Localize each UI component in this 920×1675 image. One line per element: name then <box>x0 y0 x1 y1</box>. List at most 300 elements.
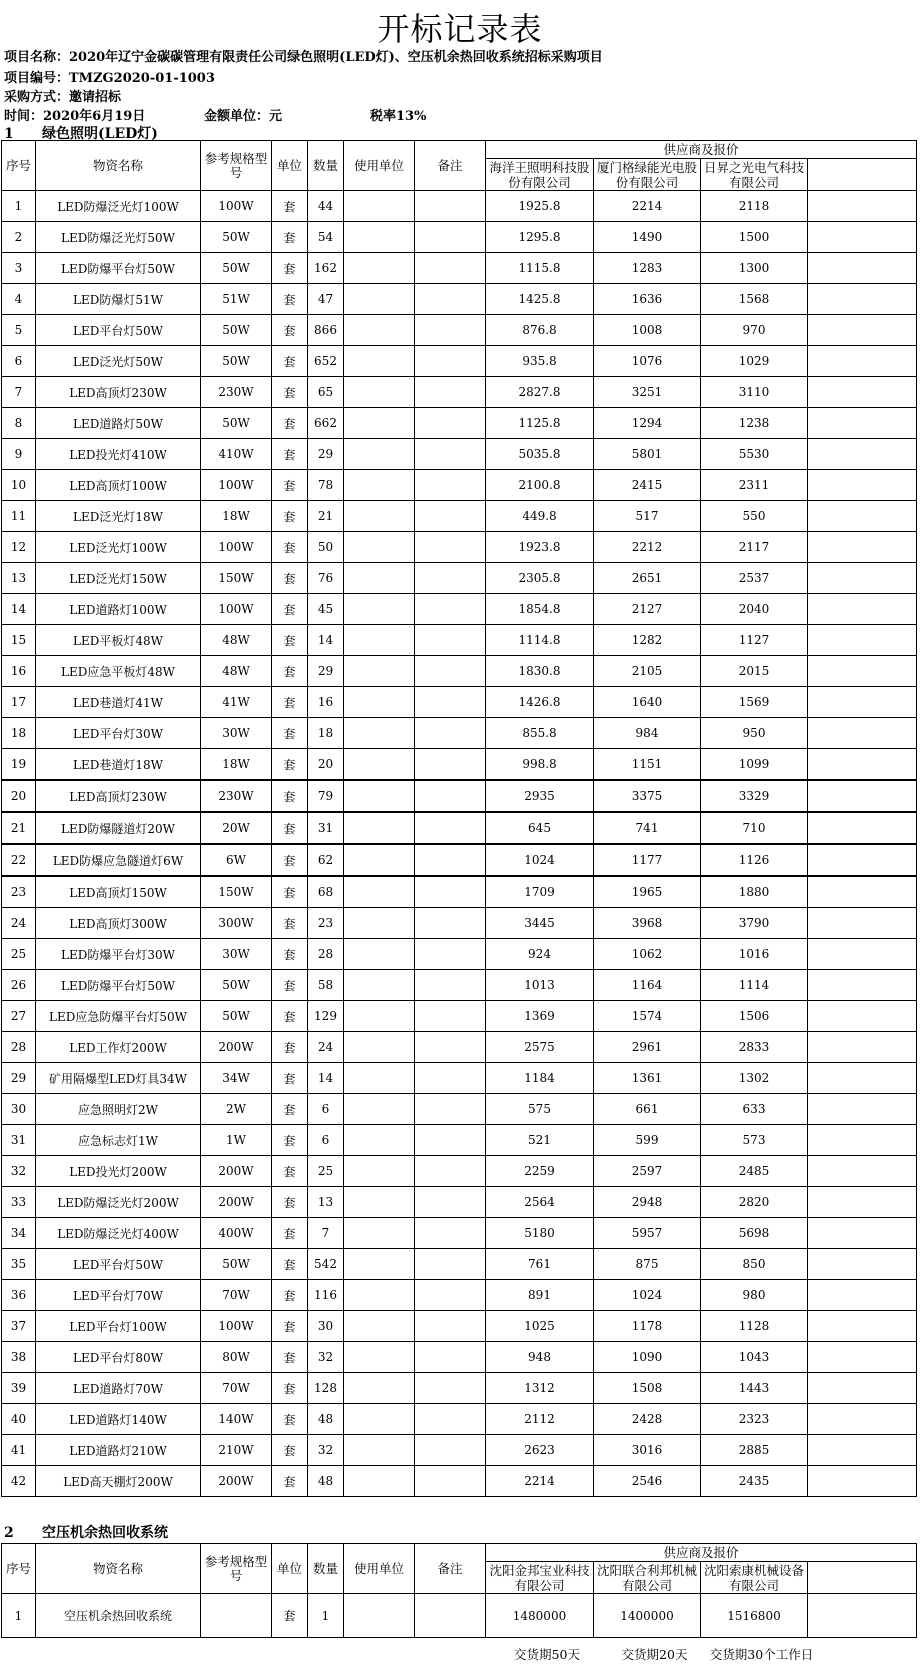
price2-cell: 599 <box>594 1125 701 1156</box>
remark-cell <box>415 222 486 253</box>
qty-cell: 45 <box>308 594 344 625</box>
section1-table <box>1 140 917 1497</box>
price3-cell: 1880 <box>701 876 808 908</box>
price1-cell: 1125.8 <box>486 408 594 439</box>
price2-cell: 3251 <box>594 377 701 408</box>
spec-cell: 30W <box>201 939 272 970</box>
price2-cell: 1024 <box>594 1280 701 1311</box>
name-cell: LED巷道灯18W <box>36 749 201 781</box>
unit-cell: 套 <box>272 1373 308 1404</box>
col-header-name: 物资名称 <box>36 141 201 191</box>
unit-cell: 套 <box>272 876 308 908</box>
name-cell: LED防爆平台灯30W <box>36 939 201 970</box>
spec-cell: 30W <box>201 718 272 749</box>
table-row <box>2 191 917 222</box>
price3-cell: 1238 <box>701 408 808 439</box>
price2-cell: 741 <box>594 812 701 844</box>
name-cell: LED防爆泛光灯100W <box>36 191 201 222</box>
price3-cell: 1568 <box>701 284 808 315</box>
price1-cell: 2575 <box>486 1032 594 1063</box>
unit-cell: 套 <box>272 501 308 532</box>
table-row <box>2 970 917 1001</box>
remark-cell <box>415 970 486 1001</box>
col-header-unit: 单位 <box>272 1544 308 1594</box>
seq-cell: 40 <box>2 1404 36 1435</box>
spec-cell: 80W <box>201 1342 272 1373</box>
seq-cell: 39 <box>2 1373 36 1404</box>
name-cell: LED防爆泛光灯200W <box>36 1187 201 1218</box>
price3-cell: 970 <box>701 315 808 346</box>
qty-cell: 79 <box>308 780 344 812</box>
price1-cell: 2100.8 <box>486 470 594 501</box>
name-cell: LED平台灯50W <box>36 315 201 346</box>
seq-cell: 32 <box>2 1156 36 1187</box>
price1-cell: 1114.8 <box>486 625 594 656</box>
table-row <box>2 1280 917 1311</box>
price2-cell: 661 <box>594 1094 701 1125</box>
price1-cell: 2827.8 <box>486 377 594 408</box>
col-header-supplier-group: 供应商及报价 <box>486 141 917 159</box>
table-row <box>2 908 917 939</box>
table-row <box>2 532 917 563</box>
qty-cell: 58 <box>308 970 344 1001</box>
blank-cell <box>808 377 917 408</box>
blank-cell <box>808 1594 917 1638</box>
price1-cell: 2259 <box>486 1156 594 1187</box>
price3-cell: 850 <box>701 1249 808 1280</box>
spec-cell: 50W <box>201 315 272 346</box>
unit-cell: 套 <box>272 377 308 408</box>
seq-cell: 10 <box>2 470 36 501</box>
price3-cell: 1043 <box>701 1342 808 1373</box>
name-cell: LED应急防爆平台灯50W <box>36 1001 201 1032</box>
seq-cell: 12 <box>2 532 36 563</box>
name-cell: LED道路灯70W <box>36 1373 201 1404</box>
unit-cell: 套 <box>272 1342 308 1373</box>
table-row <box>2 1063 917 1094</box>
qty-cell: 50 <box>308 532 344 563</box>
price2-cell: 1062 <box>594 939 701 970</box>
remark-cell <box>415 408 486 439</box>
price1-cell: 3445 <box>486 908 594 939</box>
col-header-qty: 数量 <box>308 141 344 191</box>
price3-cell: 710 <box>701 812 808 844</box>
seq-cell: 42 <box>2 1466 36 1497</box>
unit-cell: 套 <box>272 1280 308 1311</box>
name-cell: LED道路灯100W <box>36 594 201 625</box>
spec-cell: 20W <box>201 812 272 844</box>
qty-cell: 20 <box>308 749 344 781</box>
seq-cell: 36 <box>2 1280 36 1311</box>
name-cell: LED平台灯30W <box>36 718 201 749</box>
user-cell <box>344 876 415 908</box>
user-cell <box>344 939 415 970</box>
unit-cell: 套 <box>272 780 308 812</box>
user-cell <box>344 1435 415 1466</box>
unit-cell: 套 <box>272 1032 308 1063</box>
spec-cell: 100W <box>201 470 272 501</box>
col-header-seq: 序号 <box>2 1544 36 1594</box>
seq-cell: 3 <box>2 253 36 284</box>
unit-cell: 套 <box>272 1311 308 1342</box>
remark-cell <box>415 1342 486 1373</box>
price1-cell: 2623 <box>486 1435 594 1466</box>
blank-cell <box>808 408 917 439</box>
table-row <box>2 812 917 844</box>
name-cell: LED泛光灯150W <box>36 563 201 594</box>
blank-cell <box>808 718 917 749</box>
table-row <box>2 377 917 408</box>
qty-cell: 54 <box>308 222 344 253</box>
price2-cell: 1076 <box>594 346 701 377</box>
price2-cell: 2214 <box>594 191 701 222</box>
seq-cell: 1 <box>2 1594 36 1638</box>
remark-cell <box>415 253 486 284</box>
price2-cell: 1508 <box>594 1373 701 1404</box>
blank-cell <box>808 1435 917 1466</box>
price3-cell: 1506 <box>701 1001 808 1032</box>
table-row <box>2 749 917 781</box>
remark-cell <box>415 315 486 346</box>
price3-cell: 1443 <box>701 1373 808 1404</box>
price1-cell: 1830.8 <box>486 656 594 687</box>
price1-cell: 1425.8 <box>486 284 594 315</box>
unit-cell: 套 <box>272 656 308 687</box>
price2-cell: 1294 <box>594 408 701 439</box>
table-row <box>2 844 917 876</box>
name-cell: LED巷道灯41W <box>36 687 201 718</box>
project-code: 项目编号：TMZG2020-01-1003 <box>4 71 215 86</box>
blank-cell <box>808 1218 917 1249</box>
name-cell: LED高顶灯230W <box>36 780 201 812</box>
seq-cell: 8 <box>2 408 36 439</box>
spec-cell: 2W <box>201 1094 272 1125</box>
blank-cell <box>808 1249 917 1280</box>
price3-cell: 1300 <box>701 253 808 284</box>
user-cell <box>344 501 415 532</box>
remark-cell <box>415 594 486 625</box>
unit-cell: 套 <box>272 222 308 253</box>
price3-cell: 2885 <box>701 1435 808 1466</box>
remark-cell <box>415 377 486 408</box>
name-cell: LED高顶灯150W <box>36 876 201 908</box>
table-row <box>2 625 917 656</box>
unit-cell: 套 <box>272 1249 308 1280</box>
price2-cell: 1490 <box>594 222 701 253</box>
qty-cell: 129 <box>308 1001 344 1032</box>
price2-cell: 1361 <box>594 1063 701 1094</box>
col-header-spec: 参考规格型号 <box>201 1544 272 1594</box>
remark-cell <box>415 470 486 501</box>
unit-cell: 套 <box>272 315 308 346</box>
spec-cell: 70W <box>201 1280 272 1311</box>
user-cell <box>344 625 415 656</box>
blank-cell <box>808 563 917 594</box>
price1-cell: 1295.8 <box>486 222 594 253</box>
remark-cell <box>415 1311 486 1342</box>
price3-cell: 3329 <box>701 780 808 812</box>
spec-cell: 50W <box>201 1249 272 1280</box>
qty-cell: 23 <box>308 908 344 939</box>
price1-cell: 575 <box>486 1094 594 1125</box>
qty-cell: 542 <box>308 1249 344 1280</box>
price1-cell: 935.8 <box>486 346 594 377</box>
remark-cell <box>415 284 486 315</box>
unit-cell: 套 <box>272 1594 308 1638</box>
remark-cell <box>415 656 486 687</box>
unit-cell: 套 <box>272 1156 308 1187</box>
user-cell <box>344 1001 415 1032</box>
spec-cell: 1W <box>201 1125 272 1156</box>
user-cell <box>344 563 415 594</box>
spec-cell: 410W <box>201 439 272 470</box>
seq-cell: 9 <box>2 439 36 470</box>
spec-cell: 51W <box>201 284 272 315</box>
blank-cell <box>808 1187 917 1218</box>
price1-cell: 2305.8 <box>486 563 594 594</box>
user-cell <box>344 908 415 939</box>
name-cell: LED道路灯140W <box>36 1404 201 1435</box>
project-name: 项目名称：2020年辽宁金碳碳管理有限责任公司绿色照明(LED灯)、空压机余热回收系统招标采购项目 <box>4 50 603 65</box>
seq-cell: 28 <box>2 1032 36 1063</box>
seq-cell: 20 <box>2 780 36 812</box>
meta-tax-rate: 税率13% <box>370 109 427 124</box>
unit-cell: 套 <box>272 1404 308 1435</box>
qty-cell: 128 <box>308 1373 344 1404</box>
price1-cell: 948 <box>486 1342 594 1373</box>
spec-cell: 230W <box>201 377 272 408</box>
blank-cell <box>808 222 917 253</box>
qty-cell: 48 <box>308 1466 344 1497</box>
qty-cell: 29 <box>308 656 344 687</box>
price3-cell: 980 <box>701 1280 808 1311</box>
blank-cell <box>808 470 917 501</box>
price3-cell: 1302 <box>701 1063 808 1094</box>
remark-cell <box>415 908 486 939</box>
price2-cell: 3375 <box>594 780 701 812</box>
spec-cell: 300W <box>201 908 272 939</box>
unit-cell: 套 <box>272 844 308 876</box>
spec-cell: 200W <box>201 1466 272 1497</box>
qty-cell: 13 <box>308 1187 344 1218</box>
qty-cell: 6 <box>308 1094 344 1125</box>
section2-number: 2 <box>4 1525 14 1541</box>
price1-cell: 5035.8 <box>486 439 594 470</box>
price1-cell: 449.8 <box>486 501 594 532</box>
blank-cell <box>808 749 917 781</box>
user-cell <box>344 970 415 1001</box>
blank-cell <box>808 939 917 970</box>
blank-cell <box>808 346 917 377</box>
col-header-remark: 备注 <box>415 141 486 191</box>
col-header-supplier1: 海洋王照明科技股份有限公司 <box>486 159 594 191</box>
name-cell: 空压机余热回收系统 <box>36 1594 201 1638</box>
blank-cell <box>808 1125 917 1156</box>
remark-cell <box>415 812 486 844</box>
qty-cell: 866 <box>308 315 344 346</box>
price1-cell: 1925.8 <box>486 191 594 222</box>
blank-cell <box>808 1311 917 1342</box>
meta-time-row <box>4 105 704 124</box>
spec-cell: 150W <box>201 876 272 908</box>
unit-cell: 套 <box>272 970 308 1001</box>
price1-cell: 1312 <box>486 1373 594 1404</box>
unit-cell: 套 <box>272 253 308 284</box>
remark-cell <box>415 939 486 970</box>
price3-cell: 1099 <box>701 749 808 781</box>
table-row <box>2 939 917 970</box>
table-row <box>2 346 917 377</box>
table-row <box>2 253 917 284</box>
price2-cell: 1090 <box>594 1342 701 1373</box>
col-header-supplier3: 沈阳索康机械设备有限公司 <box>701 1562 808 1594</box>
table-row <box>2 315 917 346</box>
seq-cell: 23 <box>2 876 36 908</box>
name-cell: LED防爆平台灯50W <box>36 970 201 1001</box>
blank-cell <box>808 1373 917 1404</box>
unit-cell: 套 <box>272 1466 308 1497</box>
unit-cell: 套 <box>272 1125 308 1156</box>
name-cell: LED防爆平台灯50W <box>36 253 201 284</box>
blank-cell <box>808 780 917 812</box>
qty-cell: 32 <box>308 1342 344 1373</box>
seq-cell: 17 <box>2 687 36 718</box>
qty-cell: 44 <box>308 191 344 222</box>
table-row <box>2 284 917 315</box>
name-cell: LED道路灯50W <box>36 408 201 439</box>
col-header-user: 使用单位 <box>344 1544 415 1594</box>
remark-cell <box>415 1373 486 1404</box>
qty-cell: 1 <box>308 1594 344 1638</box>
price2-cell: 1178 <box>594 1311 701 1342</box>
remark-cell <box>415 625 486 656</box>
name-cell: LED高顶灯300W <box>36 908 201 939</box>
table-row <box>2 1404 917 1435</box>
spec-cell: 50W <box>201 1001 272 1032</box>
seq-cell: 7 <box>2 377 36 408</box>
unit-cell: 套 <box>272 1187 308 1218</box>
blank-cell <box>808 812 917 844</box>
seq-cell: 35 <box>2 1249 36 1280</box>
remark-cell <box>415 346 486 377</box>
unit-cell: 套 <box>272 532 308 563</box>
qty-cell: 7 <box>308 1218 344 1249</box>
blank-cell <box>808 1001 917 1032</box>
delivery-note-3: 交货期30个工作日 <box>709 1647 814 1662</box>
qty-cell: 48 <box>308 1404 344 1435</box>
spec-cell: 200W <box>201 1032 272 1063</box>
seq-cell: 14 <box>2 594 36 625</box>
unit-cell: 套 <box>272 470 308 501</box>
price2-cell: 2961 <box>594 1032 701 1063</box>
price1-cell: 521 <box>486 1125 594 1156</box>
col-header-qty: 数量 <box>308 1544 344 1594</box>
col-header-supplier2: 厦门格绿能光电股份有限公司 <box>594 159 701 191</box>
spec-cell: 50W <box>201 253 272 284</box>
qty-cell: 16 <box>308 687 344 718</box>
price1-cell: 2935 <box>486 780 594 812</box>
price3-cell: 2117 <box>701 532 808 563</box>
qty-cell: 28 <box>308 939 344 970</box>
user-cell <box>344 315 415 346</box>
price2-cell: 3968 <box>594 908 701 939</box>
price2-cell: 1177 <box>594 844 701 876</box>
qty-cell: 32 <box>308 1435 344 1466</box>
user-cell <box>344 1156 415 1187</box>
user-cell <box>344 1187 415 1218</box>
unit-cell: 套 <box>272 563 308 594</box>
table-row <box>2 222 917 253</box>
qty-cell: 14 <box>308 1063 344 1094</box>
user-cell <box>344 191 415 222</box>
table-row <box>2 1373 917 1404</box>
qty-cell: 14 <box>308 625 344 656</box>
price1-cell: 876.8 <box>486 315 594 346</box>
price1-cell: 1709 <box>486 876 594 908</box>
table-row <box>2 1032 917 1063</box>
blank-cell <box>808 625 917 656</box>
price2-cell: 2105 <box>594 656 701 687</box>
remark-cell <box>415 1594 486 1638</box>
price3-cell: 5698 <box>701 1218 808 1249</box>
user-cell <box>344 532 415 563</box>
qty-cell: 25 <box>308 1156 344 1187</box>
price2-cell: 1640 <box>594 687 701 718</box>
price2-cell: 2948 <box>594 1187 701 1218</box>
user-cell <box>344 253 415 284</box>
remark-cell <box>415 687 486 718</box>
col-header-remark: 备注 <box>415 1544 486 1594</box>
remark-cell <box>415 439 486 470</box>
seq-cell: 24 <box>2 908 36 939</box>
section2-table <box>1 1543 917 1638</box>
price3-cell: 1029 <box>701 346 808 377</box>
price1-cell: 5180 <box>486 1218 594 1249</box>
section2-title <box>4 1522 168 1542</box>
user-cell <box>344 439 415 470</box>
remark-cell <box>415 780 486 812</box>
spec-cell: 100W <box>201 532 272 563</box>
seq-cell: 31 <box>2 1125 36 1156</box>
blank-cell <box>808 439 917 470</box>
price2-cell: 2651 <box>594 563 701 594</box>
meta-currency-unit: 金额单位：元 <box>204 109 283 124</box>
price3-cell: 1569 <box>701 687 808 718</box>
table-row <box>2 1187 917 1218</box>
qty-cell: 24 <box>308 1032 344 1063</box>
col-header-user: 使用单位 <box>344 141 415 191</box>
table-row <box>2 1311 917 1342</box>
remark-cell <box>415 1001 486 1032</box>
remark-cell <box>415 1187 486 1218</box>
spec-cell: 100W <box>201 594 272 625</box>
seq-cell: 26 <box>2 970 36 1001</box>
user-cell <box>344 1063 415 1094</box>
blank-cell <box>808 191 917 222</box>
price2-cell: 517 <box>594 501 701 532</box>
remark-cell <box>415 1466 486 1497</box>
section2-name: 空压机余热回收系统 <box>42 1525 168 1541</box>
spec-cell: 50W <box>201 222 272 253</box>
unit-cell: 套 <box>272 749 308 781</box>
table-row <box>2 1249 917 1280</box>
price3-cell: 1516800 <box>701 1594 808 1638</box>
spec-cell: 150W <box>201 563 272 594</box>
spec-cell: 41W <box>201 687 272 718</box>
price1-cell: 2112 <box>486 1404 594 1435</box>
seq-cell: 37 <box>2 1311 36 1342</box>
user-cell <box>344 1032 415 1063</box>
